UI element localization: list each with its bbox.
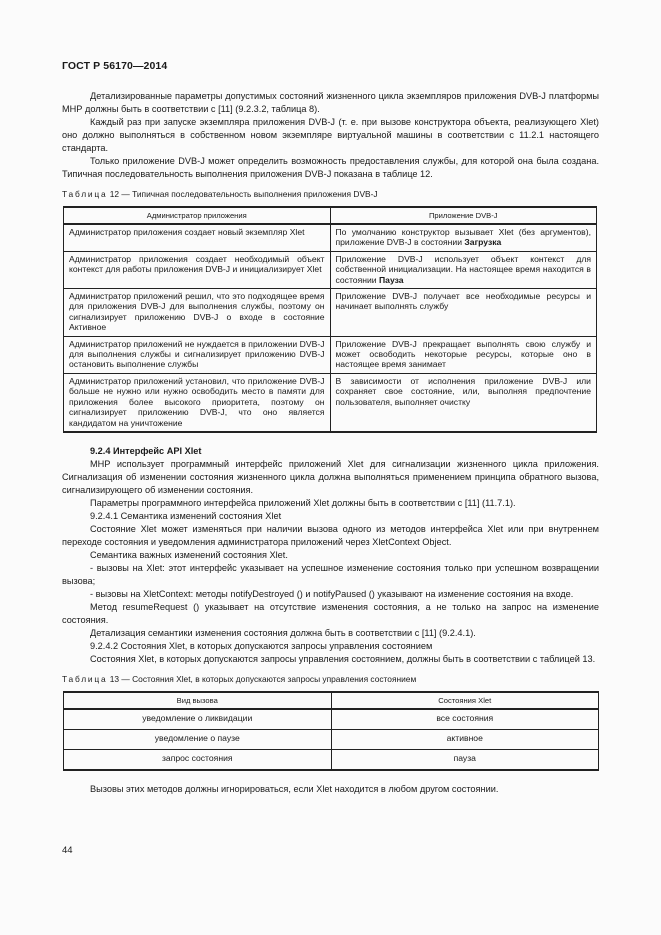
paragraph: Метод resumeRequest () указывает на отсутствие изменения состояния, а не только на запрос на изменение состояния.: [62, 601, 599, 625]
table-cell: запрос состояния: [64, 749, 332, 770]
paragraph: Детализация семантики изменения состояния должна быть в соответствии с [11] (9.2.4.1).: [90, 627, 476, 638]
table-row: [64, 729, 599, 749]
table-row: [64, 251, 597, 288]
section-heading: 9.2.4 Интерфейс API Xlet: [90, 445, 202, 456]
table-cell: Администратор приложений установил, что приложение DVB-J больше не нужно или нужно освободить место в памяти для приложения более высокого приоритета, поэтому он сигнализирует приложению DVB-J, что оно является кандидатом на уничтожение: [64, 373, 331, 432]
table-cell: Администратор приложения создает необходимый объект контекст для работы приложения DVB-J и инициализирует Xlet: [64, 251, 331, 288]
table-cell: По умолчанию конструктор вызывает Xlet (без аргументов), приложение DVB-J в состоянии Загрузка: [330, 224, 597, 251]
table-cell: Администратор приложения создает новый экземпляр Xlet: [64, 224, 331, 251]
standard-header: ГОСТ Р 56170—2014: [62, 60, 168, 72]
paragraph: Каждый раз при запуске экземпляра приложения DVB-J (т. е. при вызове конструктора объекта, реализующего Xlet) оно должно выполняться в собственном новом экземпляре виртуальной машины в соответствии с 11.2.1 настоящего стандарта.: [62, 117, 599, 153]
table-row: [64, 709, 599, 730]
table-row: [64, 224, 597, 251]
subsection-heading: 9.2.4.1 Семантика изменений состояния Xlet: [90, 510, 282, 521]
table-cell: пауза: [331, 749, 599, 770]
paragraph: Состояние Xlet может изменяться при наличии вызова одного из методов интерфейса Xlet или при внутреннем переходе состояния и уведомления администратора приложений через XletContext Object.: [62, 523, 599, 547]
table-cell: все состояния: [331, 709, 599, 730]
column-header-dvbj-application: Приложение DVB-J: [330, 207, 597, 224]
table-12-caption-text: 12 — Типичная последовательность выполнения приложения DVB-J: [109, 189, 378, 199]
table-cell: уведомление о паузе: [64, 729, 332, 749]
column-header-xlet-states: Состояния Xlet: [331, 692, 599, 709]
table-header-row: [64, 207, 597, 224]
subsection-heading: 9.2.4.2 Состояния Xlet, в которых допускаются запросы управления состоянием: [90, 640, 433, 651]
table-12-caption: [62, 188, 599, 201]
table-13: [63, 691, 599, 771]
table-12: [63, 206, 597, 433]
paragraph: МНР использует программный интерфейс приложений Xlet для сигнализации жизненного цикла приложения. Сигнализация об изменении состояния жизненного цикла должна выполняться применением принципа обратного вызова, сигнализирующего об изменении состояния.: [62, 458, 599, 495]
table-row: [64, 289, 597, 337]
table-cell: Приложение DVB-J получает все необходимые ресурсы и начинает выполнять службу: [330, 289, 597, 337]
list-item: - вызовы на XletContext: методы notifyDestroyed () и notifyPaused () указывают на изменение состояния на входе.: [90, 588, 574, 599]
table-cell: Приложение DVB-J использует объект контекст для собственной инициализации. На настоящее время находится в состоянии Пауза: [330, 251, 597, 288]
table-row: [64, 373, 597, 432]
paragraph: Состояния Xlet, в которых допускаются запросы управления состоянием, должны быть в соответствии с таблицей 13.: [90, 653, 596, 664]
page-number: 44: [62, 845, 73, 856]
paragraph: Только приложение DVB-J может определить возможность предоставления службы, для которой она была создана. Типичная последовательность выполнения приложения DVB-J показана в таблице 12.: [62, 156, 599, 179]
table-cell: Администратор приложений решил, что это подходящее время для приложения DVB-J для выполнения службы, поэтому он сигнализирует приложению DVB-J о входе в состояние Активное: [64, 289, 331, 337]
table-12-caption-label: Таблица: [62, 189, 108, 199]
table-cell: Приложение DVB-J прекращает выполнять свою службу и может освободить некоторые ресурсы, которые оно в настоящее время занимает: [330, 336, 597, 373]
table-cell: Администратор приложений не нуждается в приложении DVB-J для выполнения службы и сигнализирует приложению DVB-J остановить выполнение службы: [64, 336, 331, 373]
table-13-caption: [62, 673, 599, 686]
column-header-call-type: Вид вызова: [64, 692, 332, 709]
paragraph: Параметры программного интерфейса приложений Xlet должны быть в соответствии с [11] (11.7.1).: [90, 497, 516, 508]
paragraph: Семантика важных изменений состояния Xlet.: [90, 549, 288, 560]
table-13-caption-label: Таблица: [62, 673, 108, 684]
closing-paragraph: Вызовы этих методов должны игнорироваться, если Xlet находится в любом другом состоянии.: [90, 783, 499, 794]
paragraph: Детализированные параметры допустимых состояний жизненного цикла экземпляров приложения DVB-J платформы МНР должны быть в соответствии с [11] (9.2.3.2, таблица 8).: [62, 91, 599, 114]
column-header-application-manager: Администратор приложения: [64, 207, 331, 224]
table-header-row: [64, 692, 599, 709]
table-row: [64, 336, 597, 373]
table-cell: активное: [331, 729, 599, 749]
table-row: [64, 749, 599, 770]
table-cell: уведомление о ликвидации: [64, 709, 332, 730]
list-item: - вызовы на Xlet: этот интерфейс указывает на успешное изменение состояния только при успешном возвращении вызова;: [62, 562, 599, 586]
table-13-caption-text: 13 — Состояния Xlet, в которых допускаются запросы управления состоянием: [109, 673, 417, 684]
page-content: [62, 90, 599, 796]
table-cell: В зависимости от исполнения приложение DVB-J или сохраняет свое состояние, или, выполняя предпочтение пользователя, выполняет очистку: [330, 373, 597, 432]
